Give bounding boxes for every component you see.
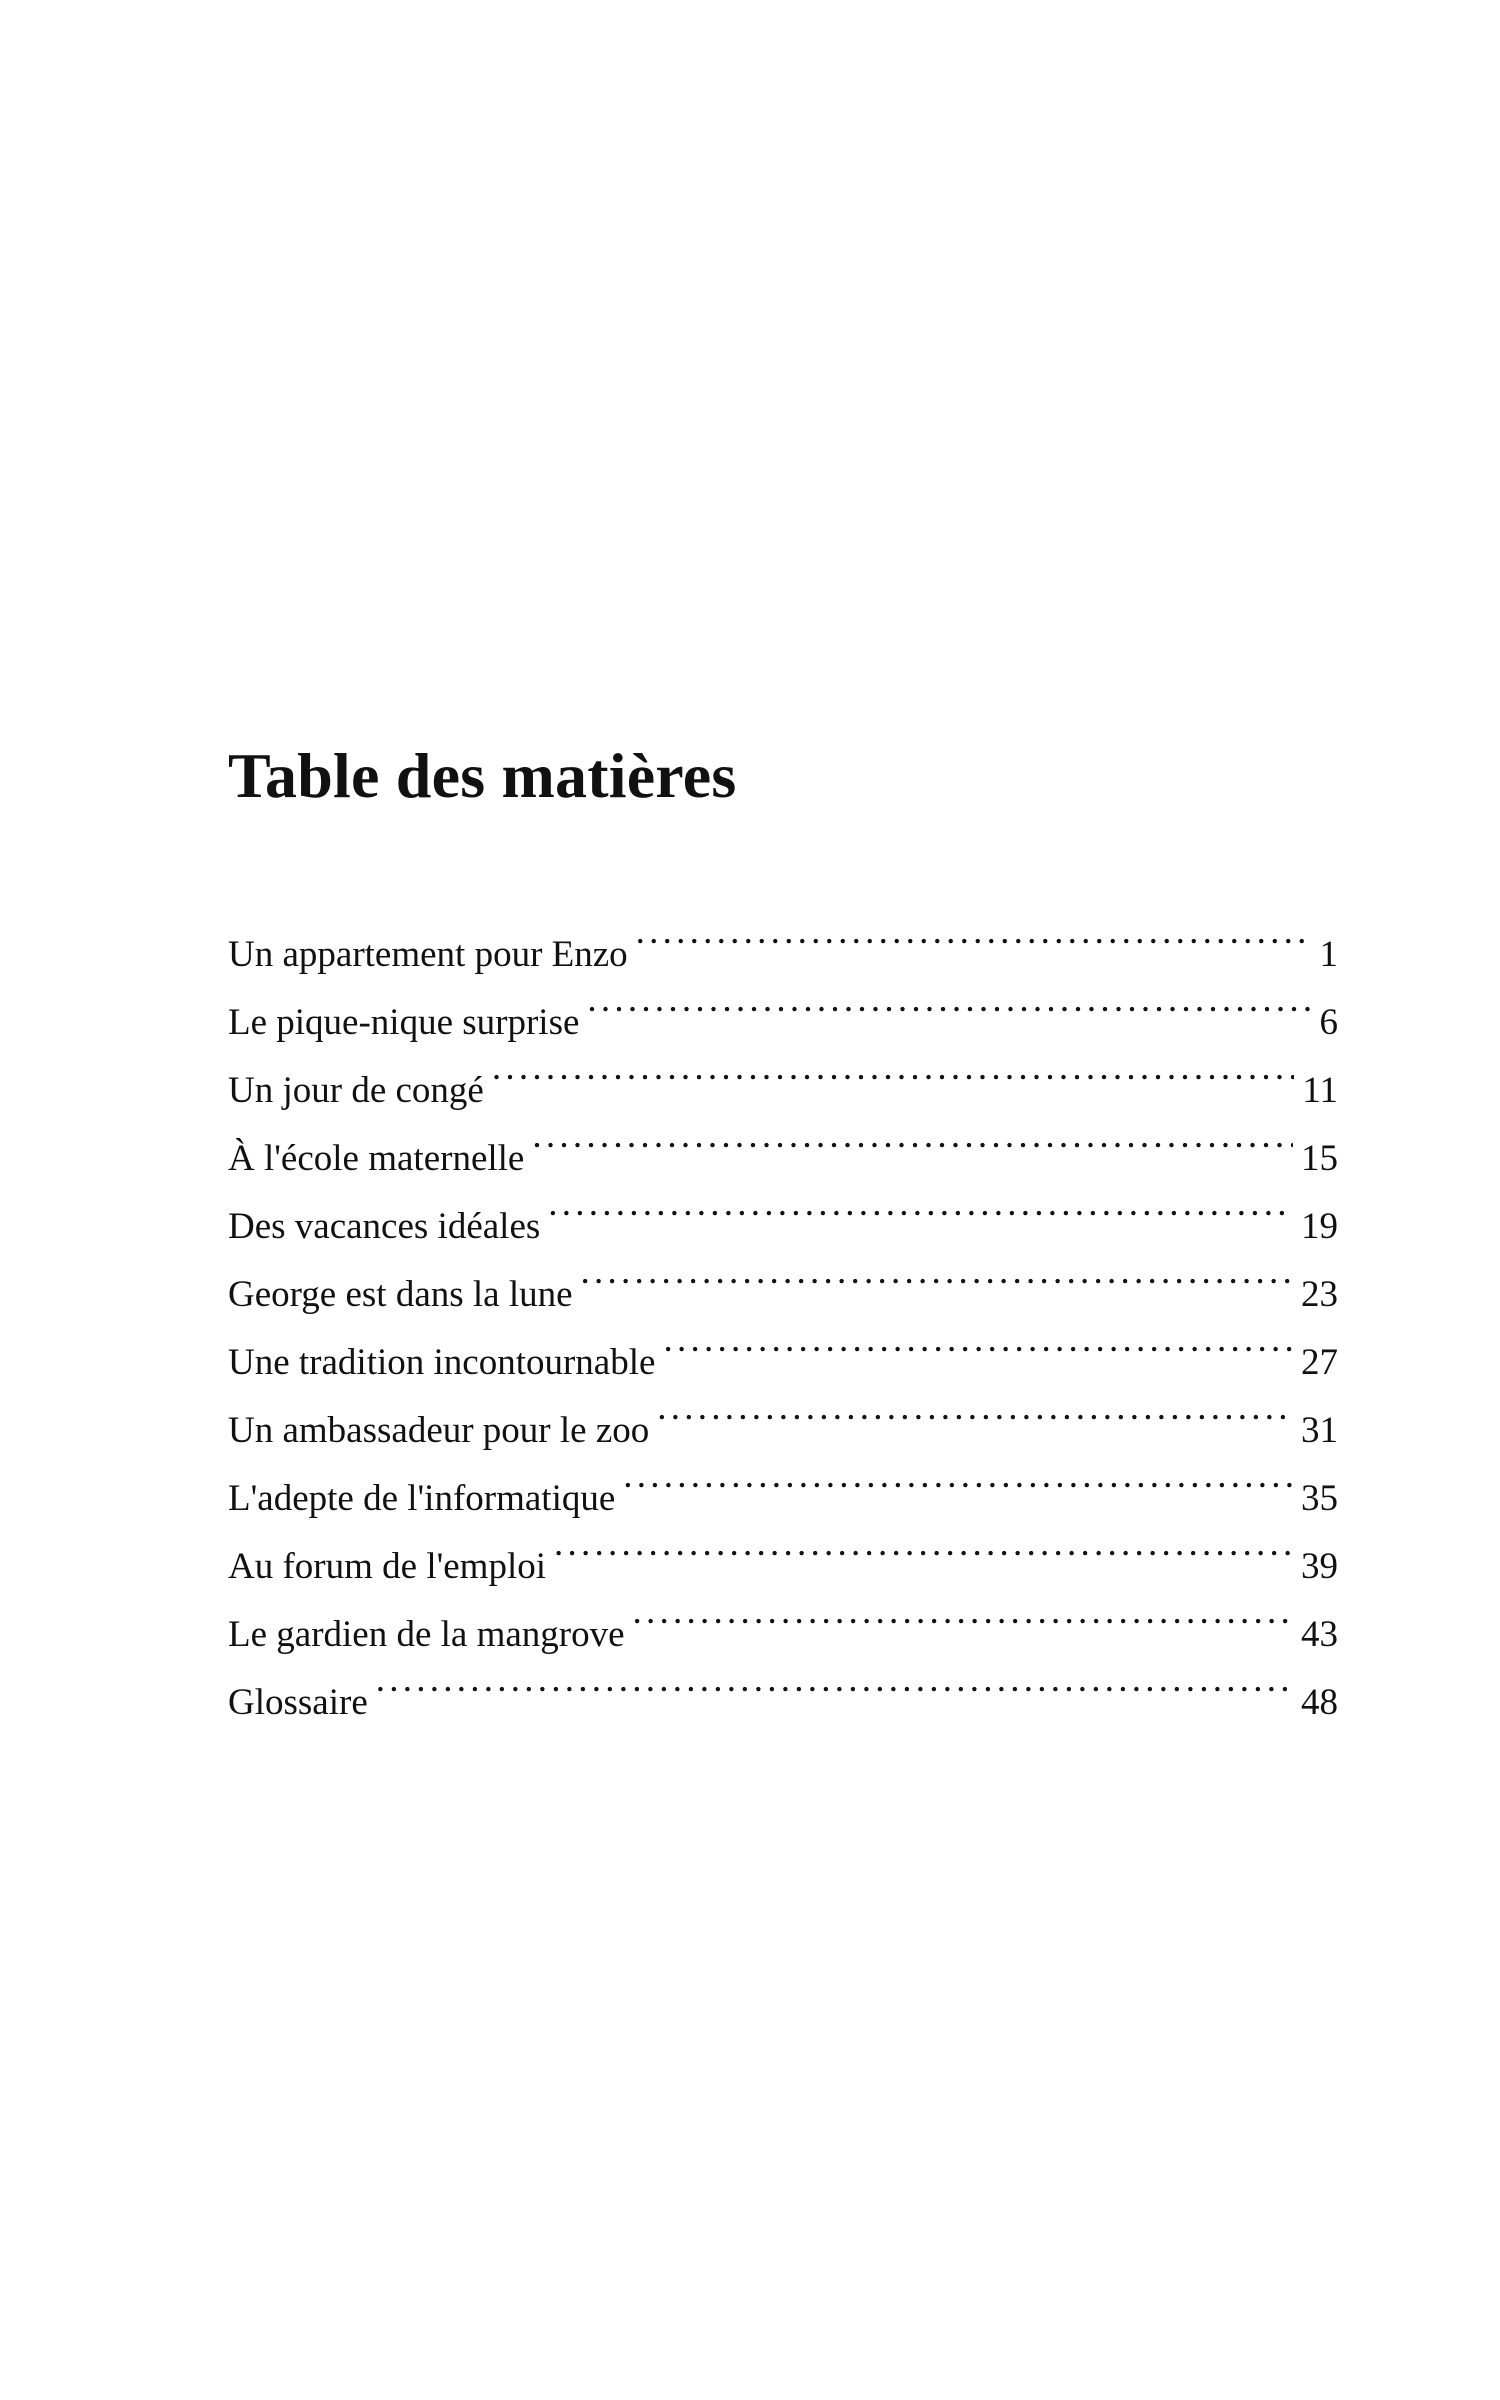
toc-entry-page-number: 6	[1319, 1002, 1338, 1043]
dot-leader	[623, 1442, 1293, 1510]
dot-leader	[657, 1374, 1293, 1442]
toc-entry[interactable]	[228, 898, 1338, 975]
toc-entry-label: L'adepte de l'informatique	[228, 1478, 616, 1519]
dot-leader	[581, 1238, 1293, 1306]
dot-leader	[532, 1102, 1293, 1170]
page-title: Table des matières	[228, 740, 737, 811]
toc-entry-page-number: 39	[1301, 1546, 1338, 1587]
toc-entry-page-number: 48	[1301, 1682, 1338, 1723]
dot-leader	[376, 1646, 1293, 1714]
toc-entry-page-number: 1	[1319, 934, 1338, 975]
toc-entry-label: Une tradition incontournable	[228, 1342, 656, 1383]
toc-entry-page-number: 23	[1301, 1274, 1338, 1315]
toc-entry-label: Le gardien de la mangrove	[228, 1614, 625, 1655]
dot-leader	[663, 1306, 1293, 1374]
toc-entry-page-number: 19	[1301, 1206, 1338, 1247]
toc-entry-label: Un appartement pour Enzo	[228, 934, 628, 975]
dot-leader	[492, 1034, 1295, 1102]
toc-entry[interactable]	[228, 1646, 1338, 1723]
toc-entry-page-number: 27	[1301, 1342, 1338, 1383]
toc-entry-label: Au forum de l'emploi	[228, 1546, 547, 1587]
dot-leader	[554, 1510, 1293, 1578]
table-of-contents	[228, 898, 1338, 1723]
dot-leader	[636, 898, 1312, 966]
toc-entry-label: George est dans la lune	[228, 1274, 573, 1315]
toc-entry-label: Glossaire	[228, 1682, 368, 1723]
toc-entry-page-number: 15	[1301, 1138, 1338, 1179]
dot-leader	[587, 966, 1311, 1034]
toc-entry-label: À l'école maternelle	[228, 1138, 525, 1179]
toc-entry-page-number: 31	[1301, 1410, 1338, 1451]
toc-entry-label: Des vacances idéales	[228, 1206, 541, 1247]
dot-leader	[633, 1578, 1293, 1646]
toc-entry-label: Le pique-nique surprise	[228, 1002, 580, 1043]
toc-entry-page-number: 43	[1301, 1614, 1338, 1655]
toc-entry-label: Un ambassadeur pour le zoo	[228, 1410, 650, 1451]
toc-entry-label: Un jour de congé	[228, 1070, 484, 1111]
toc-entry-page-number: 11	[1302, 1070, 1338, 1111]
toc-entry-page-number: 35	[1301, 1478, 1338, 1519]
dot-leader	[548, 1170, 1293, 1238]
